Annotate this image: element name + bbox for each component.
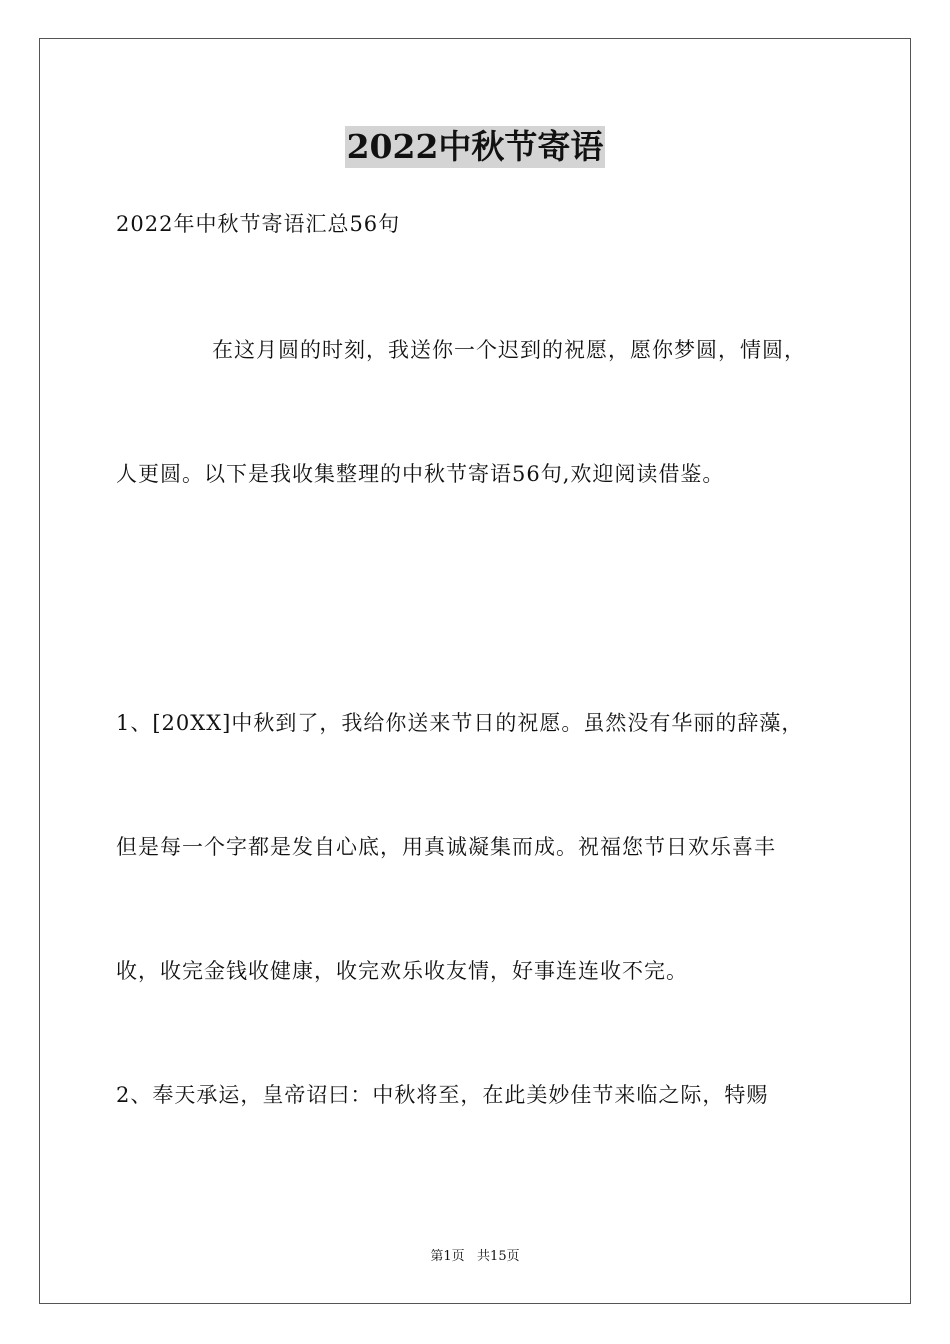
paragraph-line: 在这月圆的时刻，我送你一个迟到的祝愿，愿你梦圆，情圆， bbox=[212, 338, 806, 362]
page-footer: 第1页 共15页 bbox=[430, 1249, 520, 1264]
paragraph-line: 收，收完金钱收健康，收完欢乐收友情，好事连连收不完。 bbox=[116, 959, 688, 983]
paragraph-line: 2、奉天承运，皇帝诏曰：中秋将至，在此美妙佳节来临之际，特赐 bbox=[116, 1083, 769, 1107]
paragraph-line: 1、[20XX]中秋到了，我给你送来节日的祝愿。虽然没有华丽的辞藻， bbox=[116, 711, 804, 735]
document-subtitle: 2022年中秋节寄语汇总56句 bbox=[116, 212, 401, 236]
document-title: 2022中秋节寄语 bbox=[346, 127, 604, 166]
title-container bbox=[0, 126, 950, 168]
paragraph-line: 人更圆。以下是我收集整理的中秋节寄语56句,欢迎阅读借鉴。 bbox=[116, 462, 725, 486]
paragraph-line: 但是每一个字都是发自心底，用真诚凝集而成。祝福您节日欢乐喜丰 bbox=[116, 835, 776, 859]
